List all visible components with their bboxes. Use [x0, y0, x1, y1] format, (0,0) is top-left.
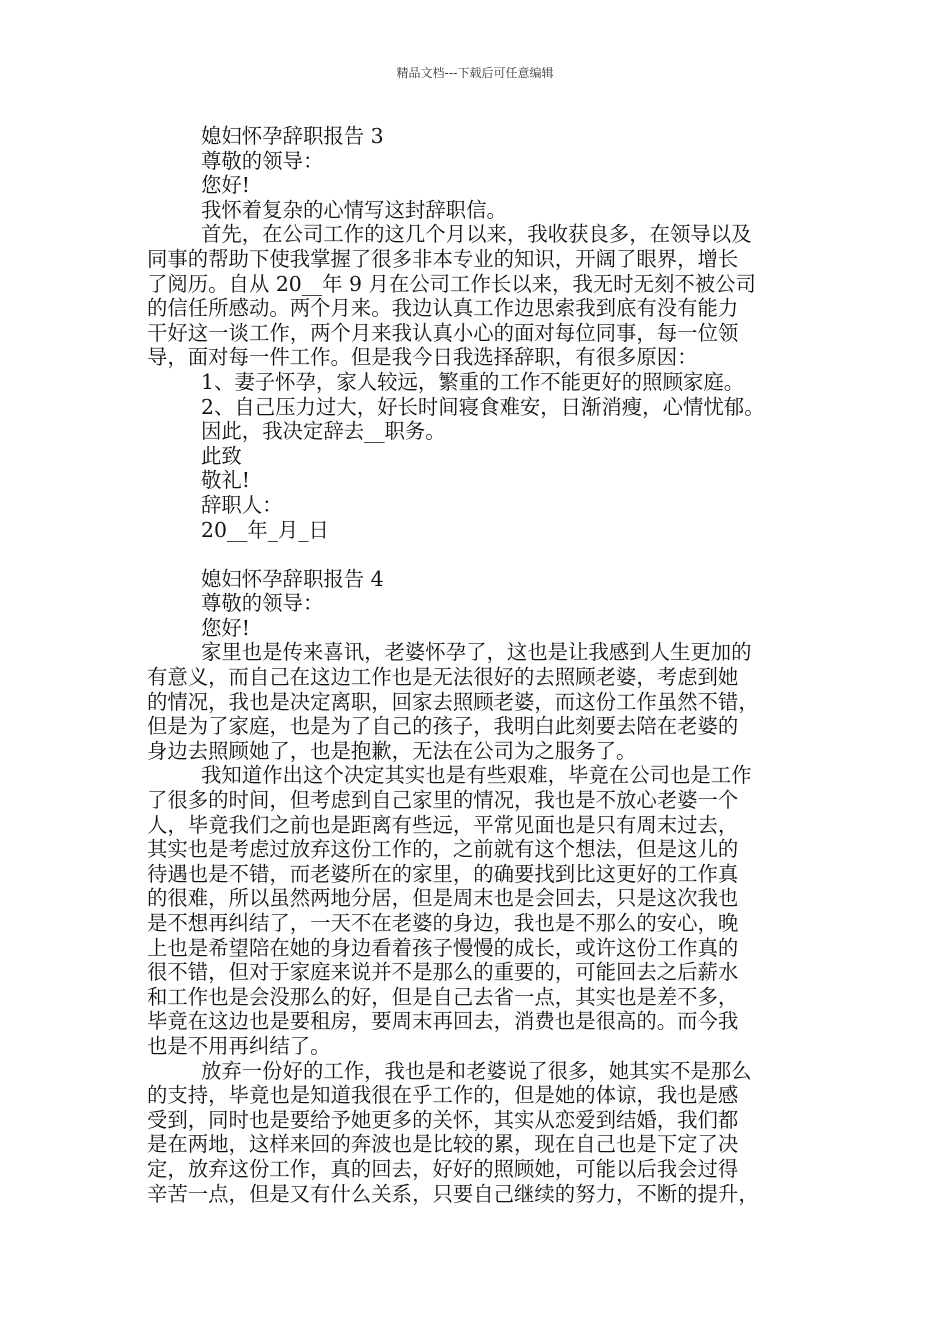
report4-para2-line: 是不想再纠结了，一天不在老婆的身边，我也是不那么的安心，晚 [147, 911, 739, 935]
report3-para1-line: 了阅历。自从 20__年 9 月在公司工作长以来，我无时无刻不被公司 [147, 271, 756, 296]
report3-title: 媳妇怀孕辞职报告 3 [201, 124, 384, 148]
report4-para1-line: 的情况，我也是决定离职，回家去照顾老婆，而这份工作虽然不错， [147, 689, 759, 714]
report3-salutation: 尊敬的领导： [201, 148, 324, 173]
report4-para2-line: 毕竟在这边也是要租房，要周末再回去，消费也是很高的。而今我 [147, 1009, 739, 1034]
report4-para2-line: 了很多的时间，但考虑到自己家里的情况，我也是不放心老婆一个 [147, 788, 739, 813]
report4-para2-line: 我知道作出这个决定其实也是有些艰难，毕竟在公司也是工作 [201, 763, 752, 788]
report4-title: 媳妇怀孕辞职报告 4 [201, 566, 384, 591]
report4-para2-line: 人，毕竟我们之前也是距离有些远，平常见面也是只有周末过去， [147, 812, 739, 837]
report3-para1-line: 导，面对每一件工作。但是我今日我选择辞职，有很多原因： [147, 345, 698, 370]
report4-para1-line: 家里也是传来喜讯，老婆怀孕了，这也是让我感到人生更加的 [201, 640, 752, 665]
report4-para3-line: 的支持，毕竟也是知道我很在乎工作的，但是她的体谅，我也是感 [147, 1083, 739, 1108]
report4-para2-line: 上也是希望陪在她的身边看着孩子慢慢的成长，或许这份工作真的 [147, 935, 739, 960]
report3-para1-line: 的信任所感动。两个月来。我边认真工作边思索我到底有没有能力 [147, 296, 739, 321]
report4-para2-line: 和工作也是会没那么的好，但是自己去省一点，其实也是差不多， [147, 984, 739, 1009]
report4-para3-line: 受到，同时也是要给予她更多的关怀，其实从恋爱到结婚，我们都 [147, 1107, 739, 1132]
report4-para1-line: 但是为了家庭，也是为了自己的孩子，我明白此刻要去陪在老婆的 [147, 714, 739, 739]
report4-para3-line: 辛苦一点，但是又有什么关系，只要自己继续的努力，不断的提升， [147, 1181, 759, 1206]
report4-para2-line: 很不错，但对于家庭来说并不是那么的重要的，可能回去之后薪水 [147, 960, 739, 985]
report3-reason-1: 1、妻子怀孕，家人较远，繁重的工作不能更好的照顾家庭。 [201, 369, 745, 394]
report4-para2-line: 其实也是考虑过放弃这份工作的，之前就有这个想法，但是这儿的 [147, 837, 739, 862]
report3-signer: 辞职人： [201, 492, 283, 517]
section-spacer [147, 542, 807, 567]
page-header-note: 精品文档---下载后可任意编辑 [396, 66, 554, 80]
report4-para2-line: 也是不用再纠结了。 [147, 1033, 331, 1058]
report4-para3-line: 放弃一份好的工作，我也是和老婆说了很多，她其实不是那么 [201, 1058, 752, 1083]
report4-para2-line: 的很难，所以虽然两地分居，但是周末也是会回去，只是这次我也 [147, 886, 739, 911]
report3-intro: 我怀着复杂的心情写这封辞职信。 [201, 197, 507, 222]
report4-para1-line: 有意义，而自己在这边工作也是无法很好的去照顾老婆，考虑到她 [147, 665, 739, 690]
report3-greeting: 您好! [201, 173, 250, 198]
report3-para1-line: 首先，在公司工作的这几个月以来，我收获良多，在领导以及 [201, 222, 752, 247]
report4-salutation: 尊敬的领导： [201, 591, 324, 616]
report3-date: 20__年_月_日 [201, 517, 329, 542]
report3-para1-line: 干好这一谈工作，两个月来我认真小心的面对每位同事，每一位领 [147, 320, 739, 345]
report4-para1-line: 身边去照顾她了，也是抱歉，无法在公司为之服务了。 [147, 738, 637, 763]
report3-para1-line: 同事的帮助下使我掌握了很多非本专业的知识，开阔了眼界，增长 [147, 246, 739, 271]
report3-reason-2: 2、自己压力过大，好长时间寝食难安，日渐消瘦，心情忧郁。 [201, 394, 765, 419]
report4-para3-line: 定，放弃这份工作，真的回去，好好的照顾她，可能以后我会过得 [147, 1156, 739, 1181]
report4-para3-line: 是在两地，这样来回的奔波也是比较的累，现在自己也是下定了决 [147, 1132, 739, 1157]
report4-greeting: 您好! [201, 615, 250, 640]
report3-decision: 因此，我决定辞去__职务。 [201, 419, 446, 444]
report4-para2-line: 待遇也是不错，而老婆所在的家里，的确要找到比这更好的工作真 [147, 861, 739, 886]
report3-closing-2: 敬礼! [201, 468, 250, 493]
document-body [147, 124, 807, 1206]
report3-closing-1: 此致 [201, 443, 242, 468]
